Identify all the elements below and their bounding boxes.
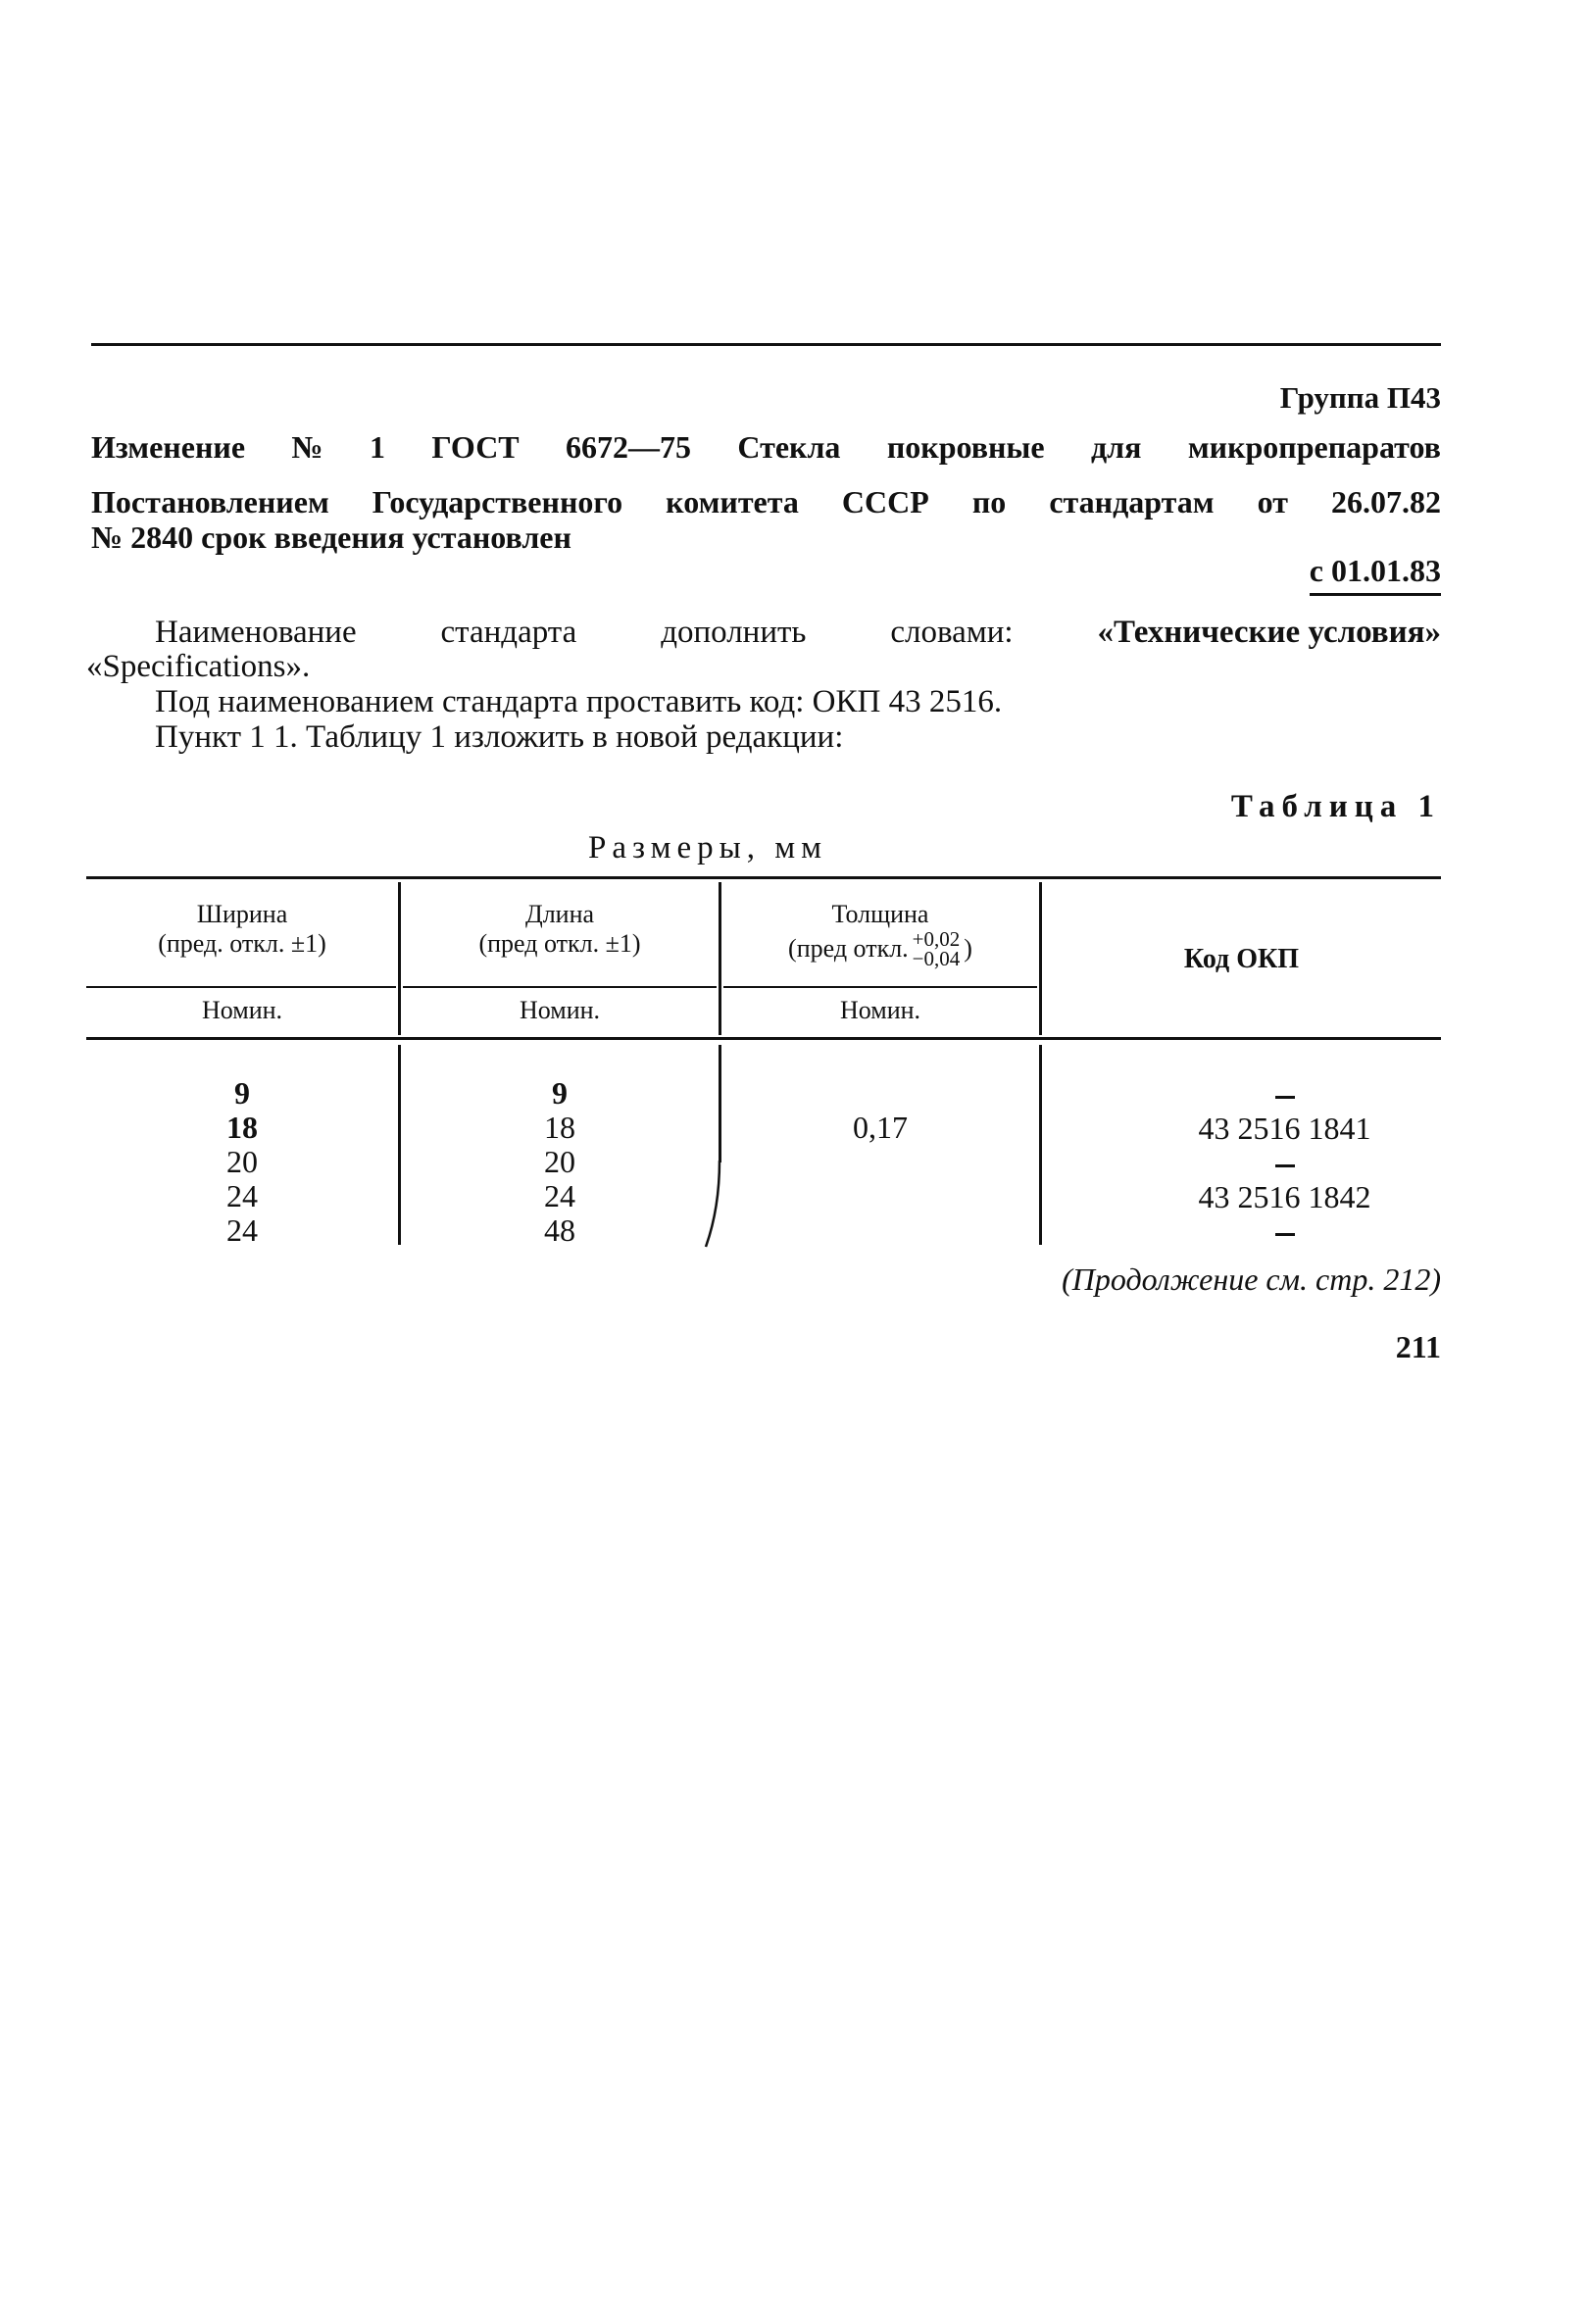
table-caption: Размеры, мм	[588, 830, 828, 865]
okp-cell: 43 2516 1842	[1198, 1179, 1371, 1214]
decree-line-2: № 2840 срок введения установлен	[91, 519, 571, 555]
p1-word-1: Наименование	[155, 615, 357, 650]
header-width-name: Ширина	[196, 900, 288, 928]
body-divider-3	[1039, 1045, 1042, 1245]
okp-cell-dash	[1128, 1213, 1441, 1250]
paragraph-2: Под наименованием стандарта проставить код: ОКП 43 2516.	[155, 684, 1003, 719]
gost-label: ГОСТ	[431, 429, 520, 465]
change-title	[91, 429, 1441, 466]
length-cell: 24	[544, 1178, 575, 1213]
table-top-rule	[86, 876, 1441, 879]
header-bottom-rule	[86, 1037, 1441, 1040]
thickness-tol-suffix: )	[964, 934, 972, 963]
subheader-rule-2	[403, 986, 717, 988]
paragraph-3: Пункт 1 1. Таблицу 1 изложить в новой редакции:	[155, 719, 844, 755]
header-width	[86, 900, 398, 959]
paragraph-1-continued: «Specifications».	[86, 649, 311, 684]
width-cell: 24	[226, 1178, 258, 1213]
subheader-width: Номин.	[201, 996, 283, 1024]
page-number: 211	[1395, 1329, 1441, 1364]
title-word-3: для	[1090, 429, 1142, 465]
title-word-4: микропрепаратов	[1187, 429, 1441, 465]
header-thickness	[721, 900, 1039, 968]
header-okp: Код ОКП	[1183, 944, 1300, 974]
header-length	[401, 900, 719, 959]
thickness-tol-limits	[913, 929, 961, 968]
effective-date: с 01.01.83	[1310, 553, 1441, 596]
thickness-tol-prefix: (пред откл.	[788, 934, 909, 963]
okp-cell-dash	[1128, 1076, 1441, 1113]
length-cell: 20	[544, 1144, 575, 1179]
okp-cell: 43 2516 1841	[1198, 1111, 1371, 1146]
header-length-name: Длина	[524, 900, 595, 928]
header-thickness-name: Толщина	[831, 900, 929, 928]
length-cell: 9	[552, 1075, 568, 1111]
thickness-value: 0,17	[853, 1110, 908, 1145]
decree-line-1: Постановлением Государственного комитета СССР по стандартам от 26.07.82	[91, 484, 1441, 519]
width-cell: 18	[226, 1110, 258, 1145]
continued-note: (Продолжение см. стр. 212)	[1062, 1261, 1441, 1297]
thickness-tol-plus: +0,02	[912, 927, 961, 951]
change-word: Изменение	[91, 429, 246, 465]
group-label: Группа П43	[1279, 380, 1441, 415]
p1-quote: «Технические условия»	[1097, 615, 1441, 650]
paragraph-1	[155, 615, 1441, 651]
title-word-1: Стекла	[737, 429, 841, 465]
dash-mark	[1275, 1233, 1295, 1236]
width-cell: 9	[234, 1075, 250, 1111]
dash-mark	[1275, 1096, 1295, 1099]
top-rule	[91, 343, 1441, 346]
table-title: Таблица 1	[1230, 789, 1441, 824]
subheader-rule-1	[86, 986, 396, 988]
length-values	[401, 1076, 719, 1248]
subheader-thickness: Номин.	[839, 996, 921, 1024]
body-divider-2	[719, 1045, 721, 1162]
header-length-tolerance: (пред откл. ±1)	[478, 929, 641, 958]
header-thickness-tolerance	[721, 929, 1039, 968]
change-number: 1	[369, 429, 385, 465]
subheader-rule-3	[723, 986, 1037, 988]
dash-mark	[1275, 1164, 1295, 1167]
p1-word-3: дополнить	[661, 615, 807, 650]
thickness-tol-minus: −0,04	[912, 947, 961, 970]
header-width-tolerance: (пред. откл. ±1)	[158, 929, 326, 958]
length-cell: 18	[544, 1110, 575, 1145]
okp-cell-dash	[1128, 1145, 1441, 1181]
gost-number: 6672—75	[566, 429, 692, 465]
width-cell: 24	[226, 1212, 258, 1248]
width-values	[86, 1076, 398, 1248]
change-number-sign: №	[291, 429, 323, 465]
title-word-2: покровные	[886, 429, 1045, 465]
p1-word-2: стандарта	[440, 615, 577, 650]
p1-word-4: словами:	[890, 615, 1014, 650]
subheader-length: Номин.	[519, 996, 601, 1024]
width-cell: 20	[226, 1144, 258, 1179]
length-cell: 48	[544, 1212, 575, 1248]
